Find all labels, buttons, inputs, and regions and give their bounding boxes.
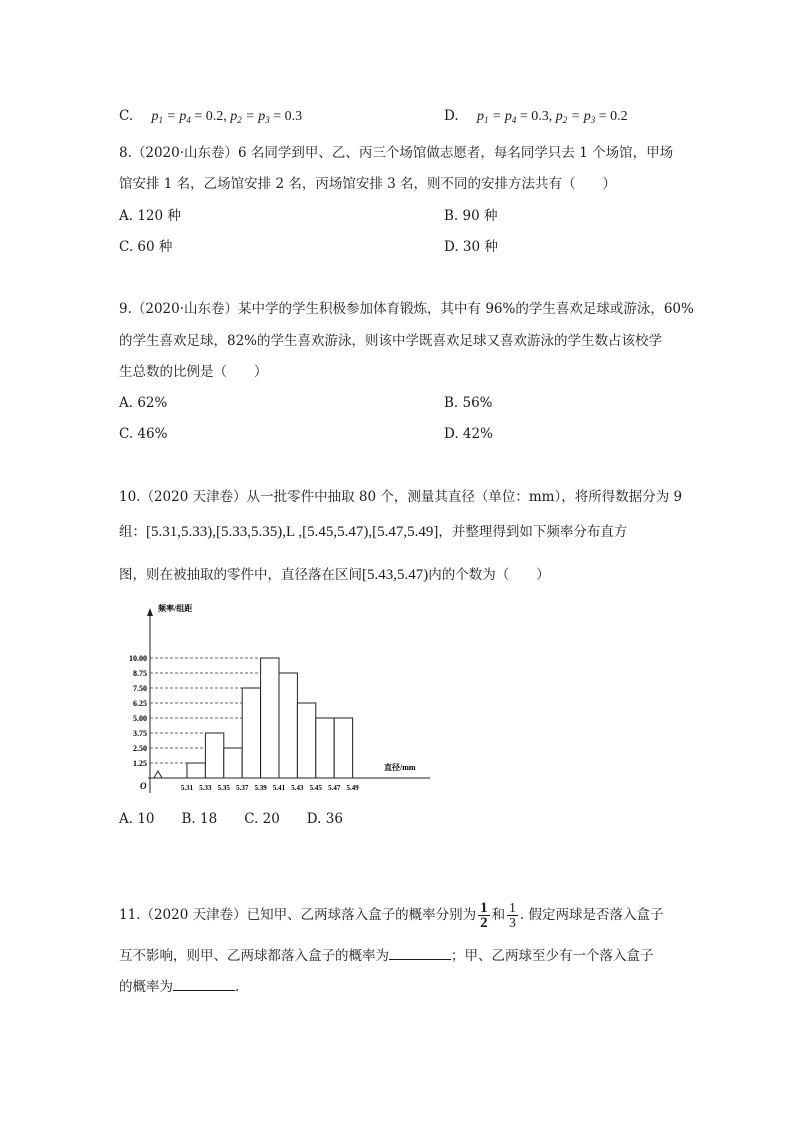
- y-tick-label: 10.00: [129, 654, 147, 663]
- fraction-denominator: 3: [509, 915, 516, 930]
- y-tick-label: 8.75: [133, 669, 147, 678]
- fraction-numerator: 1: [480, 900, 488, 916]
- x-tick-label: 5.39: [254, 784, 267, 792]
- q7-option-d-label: D.: [444, 108, 459, 124]
- q10-stem-line2: [119, 522, 627, 542]
- frequency-histogram: [118, 598, 438, 798]
- x-tick-label: 5.33: [199, 784, 212, 792]
- q9-option-a: A. 62%: [119, 395, 168, 411]
- q11-fraction-one-half: [478, 901, 490, 930]
- origin-label: O: [140, 781, 147, 791]
- q8-stem-line1: 8.（2020·山东卷）6 名同学到甲、乙、丙三个场馆做志愿者，每名同学只去 1 个场馆，甲场: [119, 145, 674, 161]
- x-tick-label: 5.35: [217, 784, 230, 792]
- q10-options: A. 10 B. 18 C. 20 D. 36: [119, 811, 343, 827]
- q11-stem-prefix: 11.（2020 天津卷）已知甲、乙两球落入盒子的概率分别为: [119, 907, 477, 923]
- histogram-bar: [297, 703, 315, 778]
- histogram-bar: [334, 718, 352, 778]
- q7-option-c-label: C.: [119, 108, 134, 124]
- q9-stem-line1: 9.（2020·山东卷）某中学的学生积极参加体育锻炼，其中有 96%的学生喜欢足球或游泳，60%: [119, 301, 694, 317]
- q9-option-d: D. 42%: [444, 426, 493, 442]
- q11-line3-prefix: 的概率为: [119, 979, 173, 995]
- x-tick-label: 5.37: [236, 784, 249, 792]
- q10-stem-line3-suffix: 内的个数为（ ）: [428, 567, 550, 583]
- fraction-numerator: 1: [509, 900, 516, 915]
- q10-intervals: [5.31,5.33),[5.33,5.35),L ,[5.45,5.47),[5.47,5.49]: [146, 524, 439, 540]
- y-tick-label: 7.50: [133, 684, 147, 693]
- q11-stem-line3: [119, 976, 239, 997]
- q10-stem-line3: [119, 565, 550, 585]
- histogram-bar: [261, 658, 279, 778]
- y-tick-label: 1.25: [133, 759, 147, 768]
- y-tick-label: 6.25: [133, 699, 147, 708]
- x-tick-label: 5.31: [180, 784, 194, 792]
- q9-option-c: C. 46%: [119, 426, 168, 442]
- x-tick-label: 5.49: [346, 784, 359, 792]
- axis-break-mark: [154, 771, 162, 778]
- q7-option-c: [119, 106, 302, 130]
- histogram-bar: [187, 763, 205, 778]
- histogram-bar: [242, 688, 260, 778]
- q7-option-c-expr: $p_1 = p_4 = 0.2$, $p_2 = p_3 = 0.3$: [151, 109, 303, 125]
- q11-line2-suffix: ；甲、乙两球至少有一个落入盒子: [451, 948, 654, 964]
- q8-option-c: C. 60 种: [119, 239, 173, 255]
- x-tick-label: 5.47: [328, 784, 341, 792]
- q10-stem-line3-prefix: 图，则在被抽取的零件中，直径落在区间: [119, 567, 362, 583]
- answer-blank-2[interactable]: [173, 976, 235, 991]
- q8-stem-line2: 馆安排 1 名，乙场馆安排 2 名，丙场馆安排 3 名，则不同的安排方法共有（ ）: [119, 176, 617, 192]
- q11-line2-prefix: 互不影响，则甲、乙两球都落入盒子的概率为: [119, 948, 389, 964]
- q11-and: 和: [491, 907, 506, 923]
- q8-option-b: B. 90 种: [444, 208, 498, 224]
- y-axis-arrow: [147, 608, 153, 616]
- q10-stem-line1: 10.（2020 天津卷）从一批零件中抽取 80 个，测量其直径（单位：mm），将所得数据分为 9: [119, 489, 683, 505]
- q8-option-d: D. 30 种: [444, 239, 498, 255]
- x-tick-label: 5.43: [291, 784, 304, 792]
- histogram-bar: [279, 673, 297, 778]
- y-tick-label: 3.75: [133, 729, 147, 738]
- q7-option-d: [444, 106, 628, 130]
- q9-option-b: B. 56%: [444, 395, 493, 411]
- y-axis-label: 频率/组距: [158, 604, 193, 613]
- y-tick-label: 2.50: [133, 744, 147, 753]
- q10-stem-line2-prefix: 组：: [119, 524, 146, 540]
- q11-stem-line2: [119, 945, 654, 966]
- histogram-bar: [224, 748, 242, 778]
- q9-stem-line2: 的学生喜欢足球，82%的学生喜欢游泳，则该中学既喜欢足球又喜欢游泳的学生数占该校学: [119, 333, 663, 349]
- q10-interval: [5.43,5.47): [362, 567, 429, 583]
- q11-stem-line1: [119, 898, 663, 932]
- x-tick-label: 5.45: [309, 784, 322, 792]
- q8-option-a: A. 120 种: [119, 208, 181, 224]
- q10-stem-line2-suffix: ，并整理得到如下频率分布直方: [438, 524, 628, 540]
- histogram-bar: [316, 718, 334, 778]
- q11-fraction-one-third: [507, 901, 518, 930]
- histogram-bar: [205, 733, 223, 778]
- answer-blank-1[interactable]: [389, 945, 451, 960]
- y-tick-label: 5.00: [133, 714, 147, 723]
- fraction-denominator: 2: [480, 915, 488, 931]
- q7-option-d-expr: $p_1 = p_4 = 0.3$, $p_2 = p_3 = 0.2$: [476, 109, 628, 125]
- q11-stem-suffix: . 假定两球是否落入盒子: [519, 907, 664, 923]
- q9-stem-line3: 生总数的比例是（ ）: [119, 364, 268, 380]
- q11-line3-suffix: .: [235, 979, 240, 995]
- x-tick-label: 5.41: [272, 784, 286, 792]
- x-axis-label: 直径/mm: [384, 763, 416, 772]
